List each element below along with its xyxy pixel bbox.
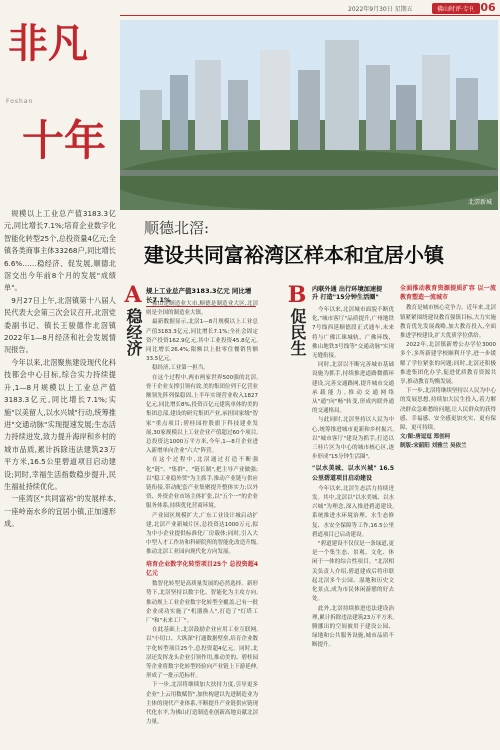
section-a-paragraph: 佛山是制造业大市,顺德是制造业大区,北滘则是全国的制造业大镇。 [146,301,258,317]
section-b-paragraph: 与此同时,北滘坚持以人民为中心,统筹推进城市更新和乡村振兴,以"城市客厅"建设为抓手,打造以三桂片区为中心的城市核心区,逐步形成"15分钟生活圈"。 [312,417,394,461]
sidebar-paragraph: 9月27日上午,北滘镇第十八届人民代表大会第三次会议召开,北滘党委副书记、镇长王骏德作北滘镇2022年1—8月经济和社会发展情况报告。 [4,295,116,355]
section-a-subtitle: 培育企业数字化转型项目25个 总投资超4亿元 [146,560,258,577]
section-a-letter: A [124,282,142,308]
section-a-paragraph: 最新数据显示,北滘1—8月规模以上工业总产值3183.3亿元,同比增长7.1%;全社会固定资产投资162.9亿元,其中工业投资45.8亿元,同比增长26.4%;限额以上批零住餐销售额33.5亿元。 [146,319,258,363]
section-a-paragraph: 在这个过程中,两市两家世界500强的北滘,骨干企业支撑引领有效,美的集团位列千亿营业额领先阵列保稳固,上半年实现营业收入1827亿元,同比增长8%,投资百亿元建筑单体的美的集团总部,建设的研究集团产业,承担国家级"智家"重点项目;碧桂园控股旗下科技建业发展,30家规模以上工业企业产值超过60个项目,总投资达1000万平方米,今年,1—8月企业进入新增单向企业"六大"阵营。 [146,374,258,455]
section-b-column [312,306,394,730]
lead-sidebar [4,208,116,728]
section-b-paragraph: 下一步,北滘将继续坚持以人民为中心的发展思想,持续加大民生投入,着力解决群众急难愁盼问题,让人民群众的获得感、幸福感、安全感更加充实、更有保障、更可持续。 [400,388,496,432]
section-b-paragraph: 2022年,北滘镇新增公办学位3000多个,多所新建学校顺利开学,进一步缓解了学位紧张的问题;同时,北滘还积极推进集团化办学,促进优质教育资源共享,推动教育均衡发展。 [400,342,496,386]
section-b-paragraph: 教育是城市核心竞争力。近年来,北滘镇紧紧围绕建设教育强镇目标,大力实施教育优先发展战略,加大教育投入,全面推进学校建设,扩大优质学位供给。 [400,305,496,340]
section-a-column [146,300,258,730]
section-a-paragraph: 下一步,北滘将继续加大扶持力度,引导更多企业"上云用数赋智",加快构建以先进制造业为主体的现代产业体系,不断提升产业链供应链现代化水平,为佛山打造制造业创新高地贡献北滘力量。 [146,682,258,726]
sidebar-paragraph: 一座湾区"共同富裕"的发展样本,一座岭南水乡的宜居小镇,正加速形成。 [4,494,116,529]
section-b-column-2 [400,282,496,732]
masthead-title-top: 非凡 [8,20,88,67]
section-b-title: 内联外通 出行环境加速提升 打造"15分钟生活圈" [312,286,383,301]
header-rule [120,15,500,16]
section-a-paragraph: 在这个过程中,北滘通过打造不断强化"链"、"集群"、"链长制",把主导产业做强;以"稳工业稳外贸"为主抓手,推动产业链与供应链衔接,带动配套产业集聚提升整体实力;以外资、外资企业市场主体扩张,以"五个一"的企业服务体系,持续优化营商环境。 [146,457,258,510]
section-a-marker [120,282,146,356]
section-a-title: 规上工业总产值3183.3亿元 同比增长7.1% [146,286,256,307]
section-b-paragraph: 此外,北滘持续推进违法建设治理,累计拆除违法建筑23万平方米,腾挪出的空间被用于建设公园、绿地和公共服务设施,城市品质不断提升。 [312,605,394,649]
headline-kicker: 顺德北滘: [144,219,210,237]
section-b-label: 促民生 [288,308,307,356]
section-b-paragraph: 同时,北滘以不断完善城市基础设施为抓手,持续推进道路微循环建设,完善交通路网,提升城市交通承载能力,推动交通网络从"通"向"畅"转变,形成内联外通的交通格局。 [312,362,394,415]
masthead-title-bottom: 十年 [22,116,107,165]
section-a-label: 稳经济 [124,308,143,356]
section-b-marker [284,282,310,356]
article-editors: 制版:宋韶阳 刘雅兰 吴依兰 [400,443,467,450]
headline-main: 建设共同富裕湾区样本和宜居小镇 [144,243,444,267]
section-tag: 佛山时评·专刊 [432,3,480,14]
page-header [0,0,500,16]
section-b-letter: B [287,282,307,308]
city-photo [120,20,498,210]
sidebar-paragraph: 规模以上工业总产值3183.3亿元,同比增长7.1%;培育企业数字化智能化转型25个,总投资量4亿元;全镇各类商事主体33268户,同比增长6.6%……稳经济、促发展,顺德北滘交出今年前8个月的发展"成绩单"。 [4,209,116,293]
article-credits: 文/图:唐逗逗 郑创柯 [400,434,451,441]
skyline-image [120,20,498,210]
section-b-subtitle-3: 全面推动教育资源提质扩容 以一流教育塑造一流城市 [400,285,496,302]
section-a-column-2 [262,300,308,730]
headline-block [118,215,498,277]
section-a-paragraph: 稳经济,工业第一担当。 [152,365,209,372]
photo-caption: 北滘新城 [467,199,492,206]
sidebar-paragraph: 今年以来,北滘聚焦建设现代化科技都会中心目标,综合实力持续提升,1—8月规模以上工业总产值3183.3亿元,同比增长7.1%;实施"以美留人,以水兴城"行动,统筹推进"交通动脉"实现提速发展;生态活力持续迸发,致力提升海岸和乡村的城市品质,累计拆除违法建筑23万平方米,16.5公里碧道项目启动建设;同时,幸福生活指数稳步提升,民生福祉持续优化。 [4,357,116,491]
column-masthead [4,18,116,198]
section-a-paragraph: 在此基础上,北滘鼓励企业应用工业互联网,以"小切口、大纵深"打通数据壁垒,培育企业数字化转型项目25个,总投资超4亿元。同时,北滘还发挥龙头企业引领作用,推动美的、碧桂园等企业将数字化转型经验向产业链上下游延伸,形成了一批示范标杆。 [146,627,258,680]
section-b-paragraph: 今年以来,北滘城市面貌不断优化,"城市客厅"品质提升,广州地铁7号线西延顺德段正式通车,未来将与广佛江珠城轨、广佛环线、佛山地铁3号线等"交通动脉"实现无缝衔接。 [312,307,394,360]
section-b-paragraph: "碧道建设不仅仅是一条绿道,更是一个集生态、景观、文化、休闲于一体的综合性项目。"北滘相关负责人介绍,碧道建成后将串联起北滘多个公园、湿地和历史文化景点,成为市民休闲游憩的好去处。 [312,541,394,603]
section-b-subtitle: "以水美城、以水兴城" 16.5公里碧道项目启动建设 [312,465,394,482]
section-b-paragraph: 今年以来,北滘生态活力持续迸发。其中,北滘以"以水美城、以水兴城"为理念,深入推进碧道建设,系统推进水环境治理、水生态修复、水安全保障等工作,16.5公里碧道项目已启动建设。 [312,485,394,538]
issue-date: 2022年9月30日 星期五 [348,6,413,13]
section-a-paragraph: 产业园区规模扩大,广东工业设计城启动扩建,北滘产业新城片区,总投资达1000万元,拟为中小企业提供标准化厂房载体;同时,引入大中型人才工作坊和科研院所的智能化改造升级,推动北滘工业园向现代化方向发展。 [146,512,258,556]
section-a-paragraph: 数智化转型是高质量发展的必然选择。新形势下,北滘坚持以数字化、智能化为主攻方向,推动规上工业企业数字化转型全覆盖,已有一批企业成功实施了"机器换人",打造了"灯塔工厂"和"未来工厂"。 [146,581,258,624]
masthead-pinyin: Foshan [6,98,34,105]
page-number: B06 [472,1,496,14]
